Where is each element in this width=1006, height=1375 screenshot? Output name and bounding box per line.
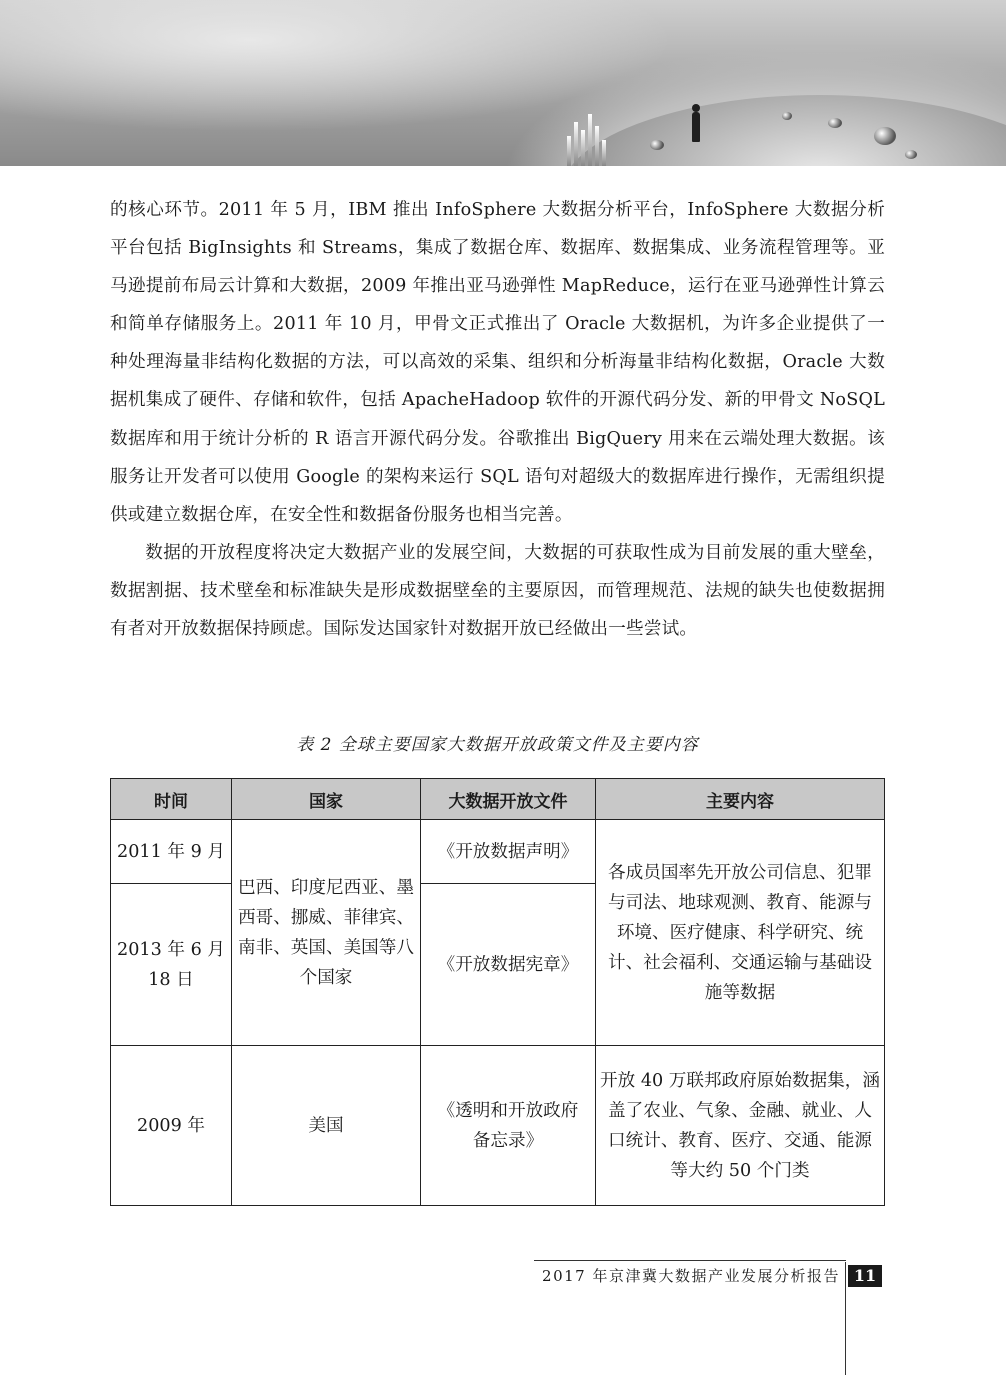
cell-document-line: 备忘录》 xyxy=(472,1130,544,1151)
cell-time-line: 18 日 xyxy=(148,969,194,990)
cell-content: 各成员国率先开放公司信息、犯罪与司法、地球观测、教育、能源与环境、医疗健康、科学研究、统计、社会福利、交通运输与基础设施等数据 xyxy=(596,820,885,1046)
network-node-icon xyxy=(905,150,917,159)
table-header-row xyxy=(111,779,885,820)
header-country: 国家 xyxy=(232,779,421,820)
cell-document xyxy=(421,1046,596,1206)
cell-document: 《开放数据声明》 xyxy=(421,820,596,884)
footer-rule xyxy=(534,1260,846,1261)
cell-time: 2011 年 9 月 xyxy=(111,820,232,884)
table-caption: 表 2 全球主要国家大数据开放政策文件及主要内容 xyxy=(296,735,699,755)
table-row xyxy=(111,1046,885,1206)
cell-country: 美国 xyxy=(232,1046,421,1206)
network-node-icon xyxy=(650,140,664,150)
policy-table xyxy=(110,778,885,1206)
standing-figure-illustration xyxy=(692,112,700,142)
network-node-icon xyxy=(782,112,792,120)
city-skyline-illustration xyxy=(565,110,615,166)
page-number: 11 xyxy=(848,1265,882,1287)
cell-time-line: 2013 年 6 月 xyxy=(117,939,225,960)
cell-time: 2009 年 xyxy=(111,1046,232,1206)
paragraph-2: 数据的开放程度将决定大数据产业的发展空间，大数据的可获取性成为目前发展的重大壁垒，数据割据、技术壁垒和标准缺失是形成数据壁垒的主要原因，而管理规范、法规的缺失也使数据拥有者对开放数据保持顾虑。国际发达国家针对数据开放已经做出一些尝试。 xyxy=(110,542,885,640)
cell-document: 《开放数据宪章》 xyxy=(421,884,596,1046)
header-document: 大数据开放文件 xyxy=(421,779,596,820)
cell-document-line: 《透明和开放政府 xyxy=(437,1100,579,1121)
footer-vertical-rule xyxy=(845,1262,846,1375)
header-banner xyxy=(0,0,1006,166)
table-row xyxy=(111,820,885,884)
footer-report-title: 2017 年京津冀大数据产业发展分析报告 xyxy=(542,1267,840,1285)
network-node-icon xyxy=(874,127,896,145)
cell-country: 巴西、印度尼西亚、墨西哥、挪威、菲律宾、南非、英国、美国等八个国家 xyxy=(232,820,421,1046)
header-time: 时间 xyxy=(111,779,232,820)
globe-illustration xyxy=(560,95,1006,166)
network-node-icon xyxy=(828,118,842,128)
cell-content: 开放 40 万联邦政府原始数据集，涵盖了农业、气象、金融、就业、人口统计、教育、医疗、交通、能源等大约 50 个门类 xyxy=(596,1046,885,1206)
header-content: 主要内容 xyxy=(596,779,885,820)
cell-time xyxy=(111,884,232,1046)
body-text xyxy=(110,191,885,648)
paragraph-1: 的核心环节。2011 年 5 月，IBM 推出 InfoSphere 大数据分析平台，InfoSphere 大数据分析平台包括 BigInsights 和 Streams，集成了数据仓库、数据库、数据集成、业务流程管理等。亚马逊提前布局云计算和大数据，2009 年推出亚马逊弹性 MapReduce，运行在亚马逊弹性计算云和简单存储服务上。2011 年 10 月，甲骨文正式推出了 Oracle 大数据机，为许多企业提供了一种处理海量非结构化数据的方法，可以高效的采集、组织和分析海量非结构化数据，Oracle 大数据机集成了硬件、存储和软件，包括 ApacheHadoop 软件的开源代码分发、新的甲骨文 NoSQL 数据库和用于统计分析的 R 语言开源代码分发。谷歌推出 BigQuery 用来在云端处理大数据。该服务让开发者可以使用 Google 的架构来运行 SQL 语句对超级大的数据库进行操作，无需组织提供或建立数据仓库，在安全性和数据备份服务也相当完善。 xyxy=(110,200,885,525)
